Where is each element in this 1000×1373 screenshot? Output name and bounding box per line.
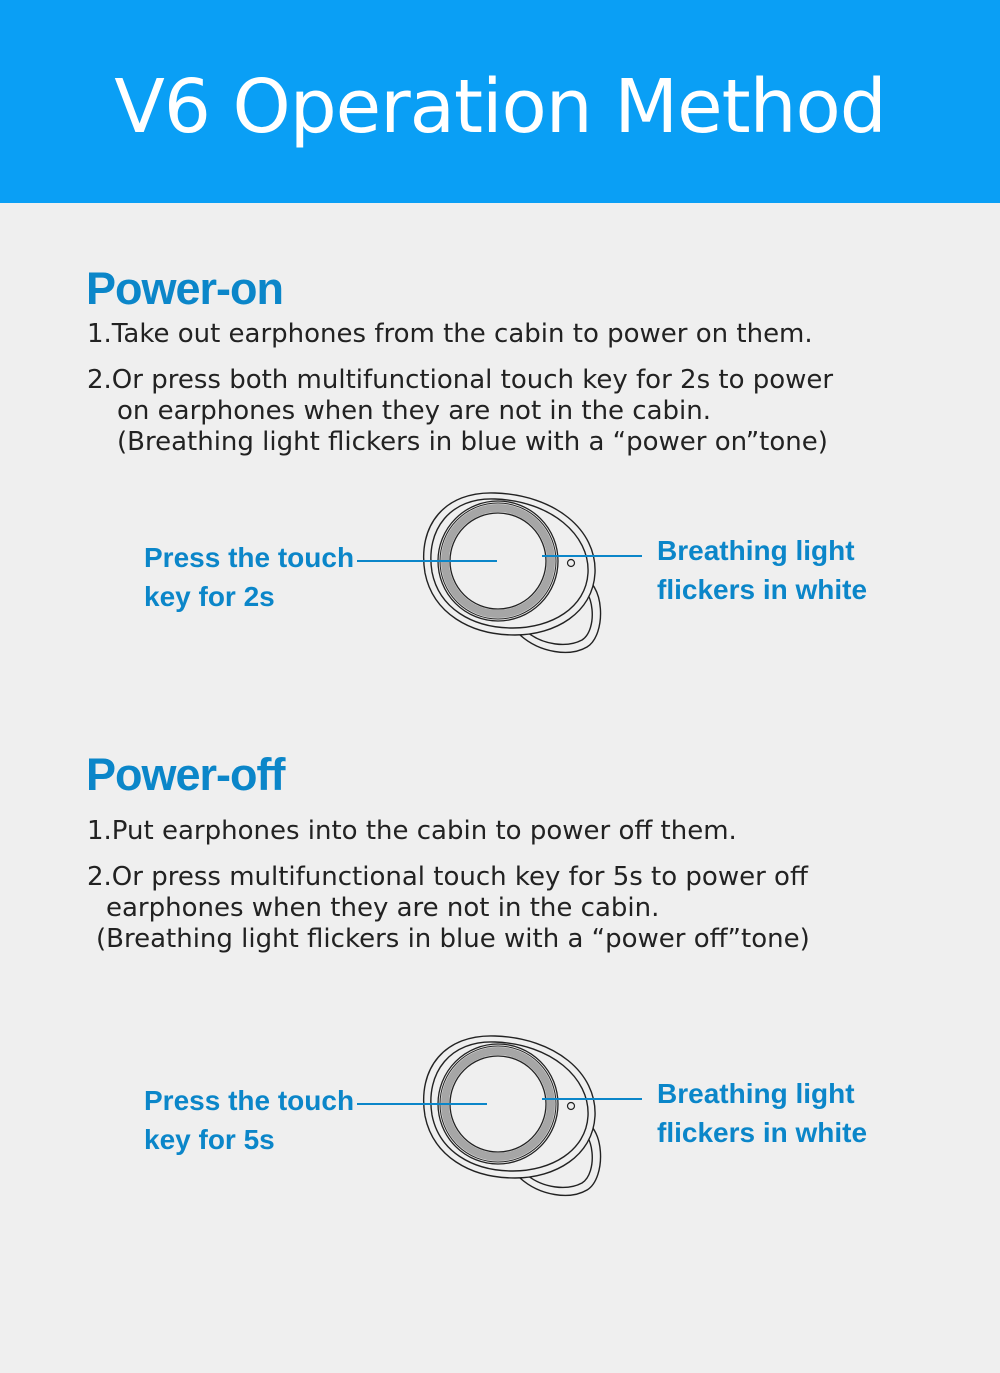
power-off-callout-right-line-1: Breathing light (657, 1078, 855, 1109)
power-on-earbud-diagram (355, 485, 655, 665)
power-off-callout-right-line-2: flickers in white (657, 1117, 868, 1148)
power-off-step-2-line-1: 2.Or press multifunctional touch key for 5s to power off (87, 862, 808, 892)
header-banner (0, 0, 1000, 203)
power-off-callout-right (657, 1074, 867, 1152)
power-on-step-2-line-3: (Breathing light flickers in blue with a “power on”tone) (117, 427, 828, 457)
power-off-step-2-line-2: earphones when they are not in the cabin. (106, 893, 660, 923)
power-on-heading: Power-on (86, 263, 284, 314)
power-off-callout-left (144, 1081, 354, 1159)
power-on-callout-right-line-1: Breathing light (657, 535, 855, 566)
power-on-callout-left-line-1: Press the touch (144, 542, 355, 573)
power-on-callout-right (657, 531, 867, 609)
power-off-callout-left-line-2: key for 5s (144, 1124, 275, 1155)
power-off-earbud-diagram (355, 1028, 655, 1208)
power-off-step-2-line-3: (Breathing light flickers in blue with a “power off”tone) (96, 924, 810, 954)
power-off-heading: Power-off (86, 749, 285, 800)
power-on-step-2-line-2: on earphones when they are not in the cabin. (117, 396, 712, 426)
power-off-step-1: 1.Put earphones into the cabin to power off them. (87, 816, 737, 846)
page-title: V6 Operation Method (114, 64, 886, 150)
power-on-step-2-line-1: 2.Or press both multifunctional touch key for 2s to power (87, 365, 834, 395)
power-on-callout-right-line-2: flickers in white (657, 574, 868, 605)
power-on-callout-left-line-2: key for 2s (144, 581, 275, 612)
power-off-callout-left-line-1: Press the touch (144, 1085, 355, 1116)
power-on-callout-left (144, 538, 354, 616)
power-on-step-1: 1.Take out earphones from the cabin to power on them. (87, 319, 813, 349)
